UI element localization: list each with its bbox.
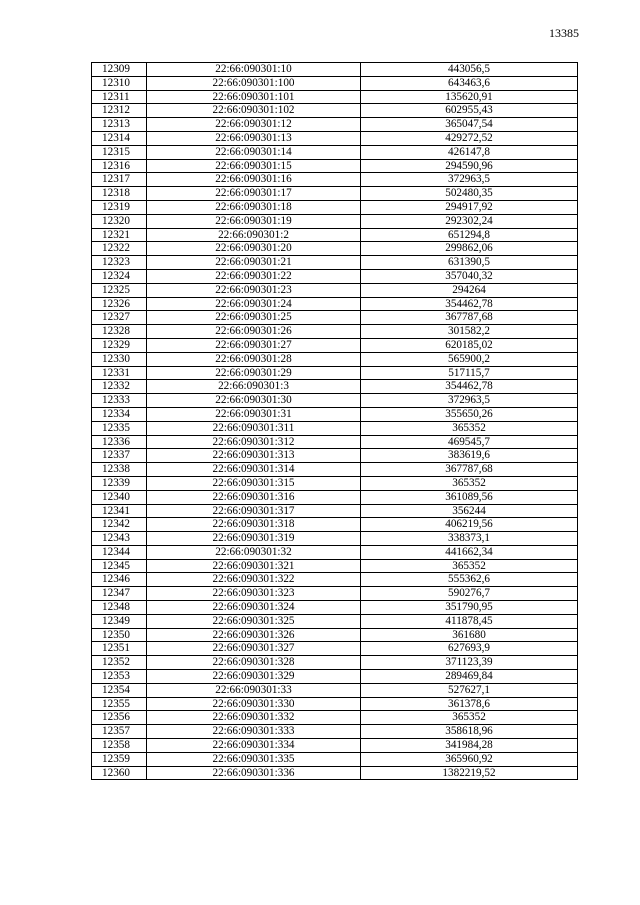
cadastral-number-cell: 22:66:090301:26: [147, 325, 361, 339]
row-number-cell: 12334: [92, 407, 147, 421]
table-row: [92, 711, 578, 725]
row-number-cell: 12323: [92, 256, 147, 270]
row-number-cell: 12353: [92, 670, 147, 684]
table-row: [92, 545, 578, 559]
cadastral-value-cell: 356244: [361, 504, 578, 518]
cadastral-value-cell: 620185,02: [361, 338, 578, 352]
row-number-cell: 12326: [92, 297, 147, 311]
cadastral-number-cell: 22:66:090301:17: [147, 187, 361, 201]
cadastral-value-cell: 338373,1: [361, 532, 578, 546]
row-number-cell: 12332: [92, 380, 147, 394]
table-row: [92, 435, 578, 449]
row-number-cell: 12325: [92, 283, 147, 297]
cadastral-value-cell: 643463,6: [361, 76, 578, 90]
row-number-cell: 12314: [92, 131, 147, 145]
cadastral-number-cell: 22:66:090301:101: [147, 90, 361, 104]
table-body: [92, 63, 578, 780]
cadastral-value-cell: 361680: [361, 628, 578, 642]
cadastral-value-cell: 411878,45: [361, 614, 578, 628]
table-row: [92, 200, 578, 214]
cadastral-number-cell: 22:66:090301:31: [147, 407, 361, 421]
table-row: [92, 352, 578, 366]
table-row: [92, 118, 578, 132]
row-number-cell: 12318: [92, 187, 147, 201]
table-row: [92, 338, 578, 352]
cadastral-value-cell: 443056,5: [361, 63, 578, 77]
table-row: [92, 739, 578, 753]
row-number-cell: 12340: [92, 490, 147, 504]
cadastral-number-cell: 22:66:090301:335: [147, 752, 361, 766]
cadastral-value-cell: 365960,92: [361, 752, 578, 766]
row-number-cell: 12349: [92, 614, 147, 628]
table-row: [92, 601, 578, 615]
table-row: [92, 187, 578, 201]
row-number-cell: 12330: [92, 352, 147, 366]
row-number-cell: 12360: [92, 766, 147, 780]
cadastral-number-cell: 22:66:090301:32: [147, 545, 361, 559]
table-row: [92, 90, 578, 104]
table-row: [92, 642, 578, 656]
cadastral-number-cell: 22:66:090301:315: [147, 476, 361, 490]
row-number-cell: 12335: [92, 421, 147, 435]
row-number-cell: 12310: [92, 76, 147, 90]
table-row: [92, 476, 578, 490]
table-row: [92, 449, 578, 463]
cadastral-number-cell: 22:66:090301:22: [147, 269, 361, 283]
cadastral-value-cell: 469545,7: [361, 435, 578, 449]
cadastral-number-cell: 22:66:090301:313: [147, 449, 361, 463]
row-number-cell: 12357: [92, 725, 147, 739]
row-number-cell: 12345: [92, 559, 147, 573]
cadastral-number-cell: 22:66:090301:319: [147, 532, 361, 546]
row-number-cell: 12354: [92, 683, 147, 697]
row-number-cell: 12350: [92, 628, 147, 642]
table-row: [92, 683, 578, 697]
cadastral-value-cell: 651294,8: [361, 228, 578, 242]
table-row: [92, 269, 578, 283]
cadastral-value-cell: 426147,8: [361, 145, 578, 159]
cadastral-number-cell: 22:66:090301:21: [147, 256, 361, 270]
cadastral-number-cell: 22:66:090301:314: [147, 463, 361, 477]
row-number-cell: 12352: [92, 656, 147, 670]
cadastral-number-cell: 22:66:090301:19: [147, 214, 361, 228]
table-row: [92, 173, 578, 187]
row-number-cell: 12316: [92, 159, 147, 173]
cadastral-value-cell: 590276,7: [361, 587, 578, 601]
table-row: [92, 394, 578, 408]
table-row: [92, 670, 578, 684]
table-row: [92, 380, 578, 394]
row-number-cell: 12355: [92, 697, 147, 711]
row-number-cell: 12322: [92, 242, 147, 256]
row-number-cell: 12356: [92, 711, 147, 725]
cadastral-value-cell: 341984,28: [361, 739, 578, 753]
cadastral-number-cell: 22:66:090301:330: [147, 697, 361, 711]
row-number-cell: 12312: [92, 104, 147, 118]
cadastral-number-cell: 22:66:090301:327: [147, 642, 361, 656]
table-row: [92, 504, 578, 518]
row-number-cell: 12319: [92, 200, 147, 214]
cadastral-number-cell: 22:66:090301:2: [147, 228, 361, 242]
cadastral-value-cell: 289469,84: [361, 670, 578, 684]
table-row: [92, 463, 578, 477]
row-number-cell: 12313: [92, 118, 147, 132]
page-number: 13385: [549, 26, 579, 40]
cadastral-number-cell: 22:66:090301:3: [147, 380, 361, 394]
cadastral-number-cell: 22:66:090301:30: [147, 394, 361, 408]
cadastral-number-cell: 22:66:090301:18: [147, 200, 361, 214]
cadastral-value-cell: 365352: [361, 559, 578, 573]
cadastral-value-cell: 354462,78: [361, 380, 578, 394]
cadastral-value-cell: 294917,92: [361, 200, 578, 214]
row-number-cell: 12336: [92, 435, 147, 449]
cadastral-value-cell: 354462,78: [361, 297, 578, 311]
cadastral-value-cell: 406219,56: [361, 518, 578, 532]
cadastral-value-cell: 371123,39: [361, 656, 578, 670]
row-number-cell: 12329: [92, 338, 147, 352]
cadastral-number-cell: 22:66:090301:24: [147, 297, 361, 311]
row-number-cell: 12321: [92, 228, 147, 242]
cadastral-value-cell: 294590,96: [361, 159, 578, 173]
cadastral-value-cell: 365352: [361, 476, 578, 490]
table-row: [92, 532, 578, 546]
table-row: [92, 76, 578, 90]
row-number-cell: 12337: [92, 449, 147, 463]
cadastral-number-cell: 22:66:090301:13: [147, 131, 361, 145]
table-row: [92, 407, 578, 421]
cadastral-value-cell: 361378,6: [361, 697, 578, 711]
table-row: [92, 656, 578, 670]
table-row: [92, 104, 578, 118]
cadastral-number-cell: 22:66:090301:326: [147, 628, 361, 642]
cadastral-number-cell: 22:66:090301:336: [147, 766, 361, 780]
cadastral-value-cell: 527627,1: [361, 683, 578, 697]
row-number-cell: 12324: [92, 269, 147, 283]
cadastral-value-cell: 372963,5: [361, 173, 578, 187]
cadastral-number-cell: 22:66:090301:328: [147, 656, 361, 670]
cadastral-value-cell: 631390,5: [361, 256, 578, 270]
cadastral-number-cell: 22:66:090301:33: [147, 683, 361, 697]
cadastral-number-cell: 22:66:090301:15: [147, 159, 361, 173]
cadastral-value-cell: 367787,68: [361, 463, 578, 477]
cadastral-number-cell: 22:66:090301:27: [147, 338, 361, 352]
cadastral-number-cell: 22:66:090301:318: [147, 518, 361, 532]
cadastral-value-cell: 565900,2: [361, 352, 578, 366]
cadastral-number-cell: 22:66:090301:317: [147, 504, 361, 518]
cadastral-number-cell: 22:66:090301:325: [147, 614, 361, 628]
cadastral-value-cell: 365352: [361, 711, 578, 725]
cadastral-value-cell: 1382219,52: [361, 766, 578, 780]
table-row: [92, 573, 578, 587]
cadastral-value-cell: 383619,6: [361, 449, 578, 463]
cadastral-value-cell: 135620,91: [361, 90, 578, 104]
cadastral-value-cell: 355650,26: [361, 407, 578, 421]
cadastral-number-cell: 22:66:090301:100: [147, 76, 361, 90]
cadastral-value-cell: 429272,52: [361, 131, 578, 145]
cadastral-number-cell: 22:66:090301:321: [147, 559, 361, 573]
row-number-cell: 12317: [92, 173, 147, 187]
cadastral-number-cell: 22:66:090301:323: [147, 587, 361, 601]
table-row: [92, 490, 578, 504]
table-row: [92, 145, 578, 159]
cadastral-value-cell: 441662,34: [361, 545, 578, 559]
row-number-cell: 12311: [92, 90, 147, 104]
row-number-cell: 12347: [92, 587, 147, 601]
cadastral-value-cell: 627693,9: [361, 642, 578, 656]
table-row: [92, 725, 578, 739]
table-row: [92, 559, 578, 573]
table-row: [92, 131, 578, 145]
row-number-cell: 12344: [92, 545, 147, 559]
cadastral-value-cell: 372963,5: [361, 394, 578, 408]
row-number-cell: 12328: [92, 325, 147, 339]
row-number-cell: 12320: [92, 214, 147, 228]
row-number-cell: 12348: [92, 601, 147, 615]
table-row: [92, 587, 578, 601]
row-number-cell: 12341: [92, 504, 147, 518]
table-row: [92, 614, 578, 628]
row-number-cell: 12343: [92, 532, 147, 546]
row-number-cell: 12346: [92, 573, 147, 587]
table-row: [92, 366, 578, 380]
cadastral-number-cell: 22:66:090301:316: [147, 490, 361, 504]
table-row: [92, 697, 578, 711]
cadastral-number-cell: 22:66:090301:324: [147, 601, 361, 615]
cadastral-value-cell: 367787,68: [361, 311, 578, 325]
cadastral-value-cell: 555362,6: [361, 573, 578, 587]
cadastral-value-cell: 358618,96: [361, 725, 578, 739]
cadastral-number-cell: 22:66:090301:14: [147, 145, 361, 159]
cadastral-number-cell: 22:66:090301:28: [147, 352, 361, 366]
cadastral-value-cell: 299862,06: [361, 242, 578, 256]
cadastral-value-cell: 294264: [361, 283, 578, 297]
table-row: [92, 628, 578, 642]
cadastral-value-cell: 502480,35: [361, 187, 578, 201]
table-row: [92, 214, 578, 228]
cadastral-value-cell: 292302,24: [361, 214, 578, 228]
cadastral-number-cell: 22:66:090301:329: [147, 670, 361, 684]
row-number-cell: 12315: [92, 145, 147, 159]
row-number-cell: 12358: [92, 739, 147, 753]
table-row: [92, 159, 578, 173]
cadastral-number-cell: 22:66:090301:25: [147, 311, 361, 325]
row-number-cell: 12359: [92, 752, 147, 766]
cadastral-value-cell: 351790,95: [361, 601, 578, 615]
table-row: [92, 518, 578, 532]
row-number-cell: 12309: [92, 63, 147, 77]
table-row: [92, 256, 578, 270]
cadastral-number-cell: 22:66:090301:311: [147, 421, 361, 435]
table-row: [92, 752, 578, 766]
row-number-cell: 12333: [92, 394, 147, 408]
row-number-cell: 12342: [92, 518, 147, 532]
cadastral-number-cell: 22:66:090301:16: [147, 173, 361, 187]
row-number-cell: 12351: [92, 642, 147, 656]
table-row: [92, 228, 578, 242]
cadastral-value-cell: 301582,2: [361, 325, 578, 339]
cadastral-value-cell: 365047,54: [361, 118, 578, 132]
table-row: [92, 242, 578, 256]
cadastral-value-cell: 357040,32: [361, 269, 578, 283]
table-row: [92, 325, 578, 339]
cadastral-value-cell: 361089,56: [361, 490, 578, 504]
cadastral-number-cell: 22:66:090301:29: [147, 366, 361, 380]
cadastral-number-cell: 22:66:090301:20: [147, 242, 361, 256]
table-row: [92, 283, 578, 297]
cadastral-number-cell: 22:66:090301:312: [147, 435, 361, 449]
cadastral-number-cell: 22:66:090301:102: [147, 104, 361, 118]
cadastral-value-table-container: [91, 62, 577, 780]
row-number-cell: 12338: [92, 463, 147, 477]
table-row: [92, 766, 578, 780]
table-row: [92, 421, 578, 435]
cadastral-value-cell: 602955,43: [361, 104, 578, 118]
cadastral-number-cell: 22:66:090301:12: [147, 118, 361, 132]
row-number-cell: 12331: [92, 366, 147, 380]
cadastral-number-cell: 22:66:090301:10: [147, 63, 361, 77]
table-row: [92, 311, 578, 325]
cadastral-number-cell: 22:66:090301:333: [147, 725, 361, 739]
cadastral-value-table: [91, 62, 578, 780]
cadastral-number-cell: 22:66:090301:332: [147, 711, 361, 725]
cadastral-number-cell: 22:66:090301:322: [147, 573, 361, 587]
row-number-cell: 12339: [92, 476, 147, 490]
row-number-cell: 12327: [92, 311, 147, 325]
cadastral-value-cell: 517115,7: [361, 366, 578, 380]
cadastral-number-cell: 22:66:090301:334: [147, 739, 361, 753]
cadastral-number-cell: 22:66:090301:23: [147, 283, 361, 297]
table-row: [92, 63, 578, 77]
cadastral-value-cell: 365352: [361, 421, 578, 435]
table-row: [92, 297, 578, 311]
